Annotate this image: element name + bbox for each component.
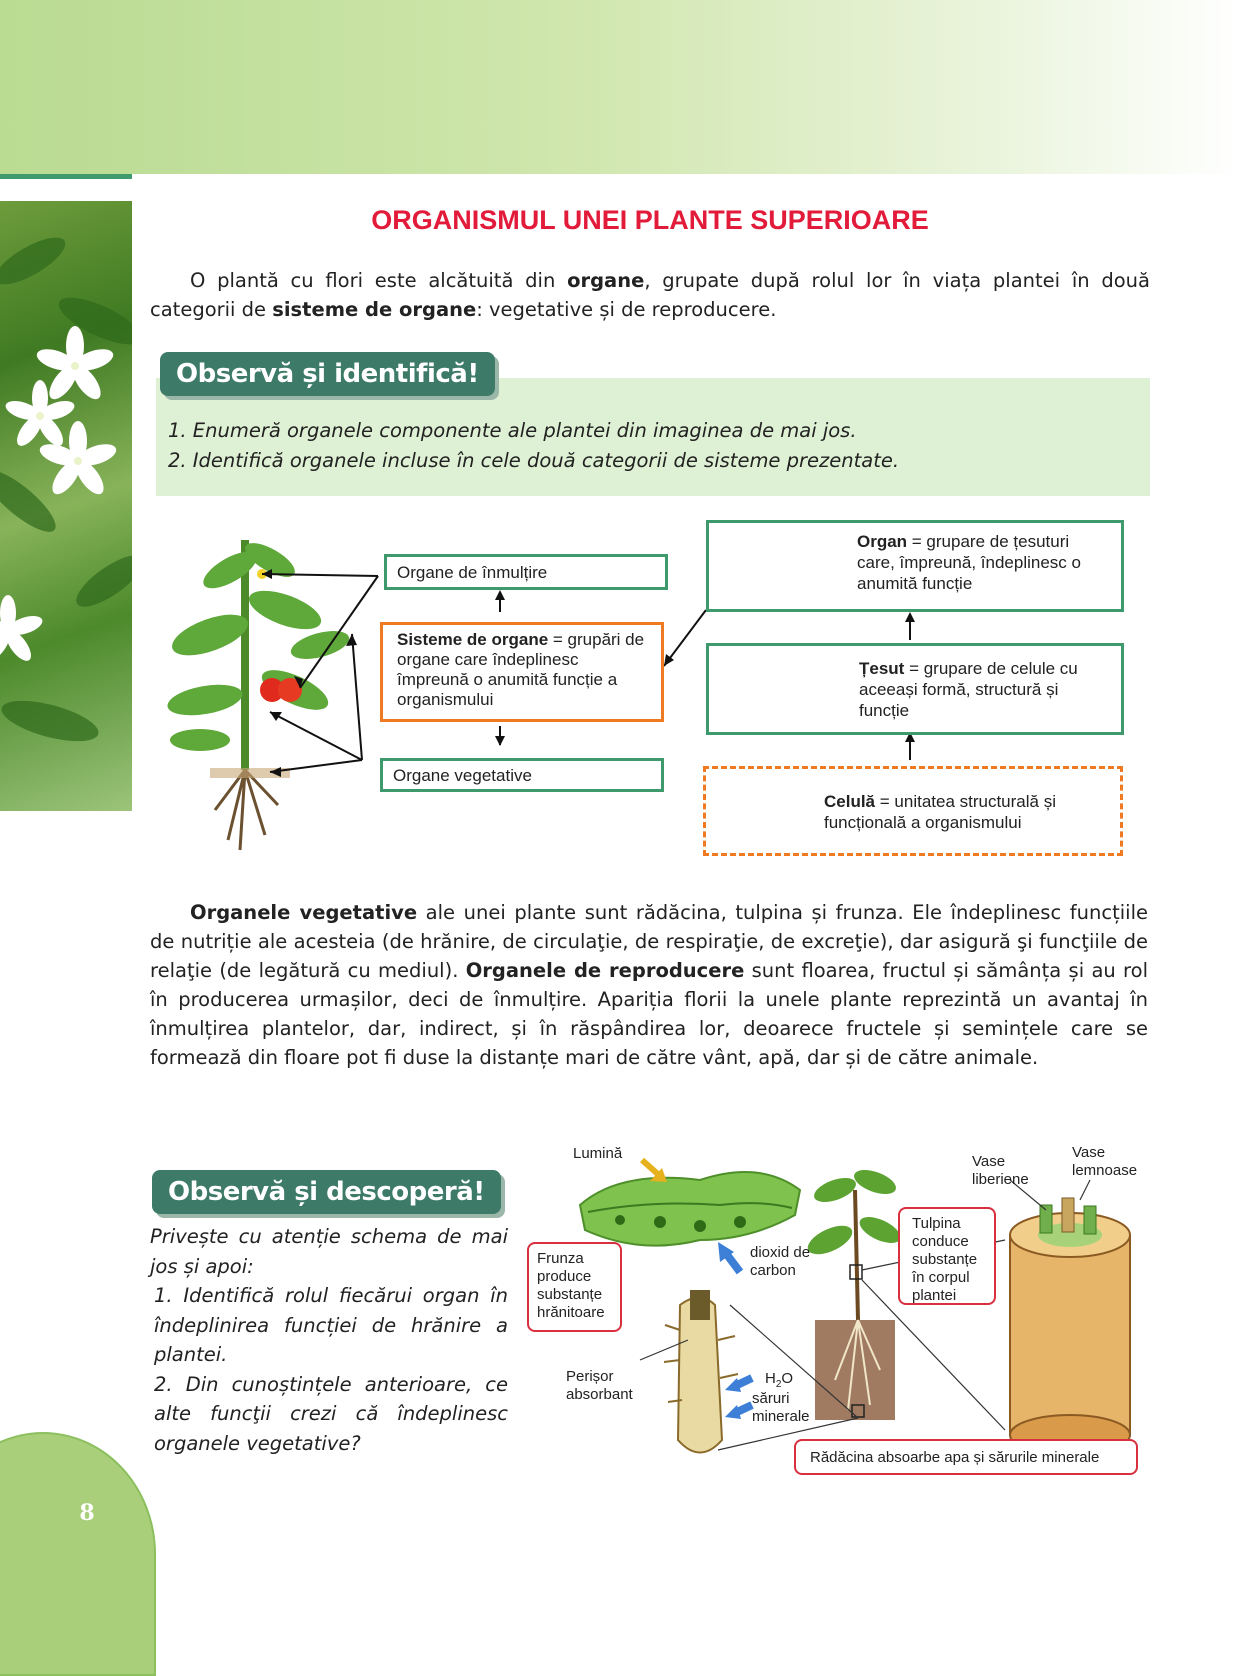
- jasmine-flowers-illustration: [0, 201, 132, 811]
- tissue-definition-box: [706, 643, 1124, 735]
- water-arrow-icon: [725, 1378, 752, 1419]
- cell-definition: = unitatea structurală și funcțională a organismului: [824, 792, 1056, 832]
- page-title: ORGANISMUL UNEI PLANTE SUPERIOARE: [371, 205, 929, 235]
- vegetative-organs-label: Organe vegetative: [393, 766, 532, 785]
- leaf-function-label: Frunza produce substanțe hrănitoare: [537, 1250, 605, 1321]
- cell-term: Celulă: [824, 792, 876, 811]
- organ-definition-box: [706, 520, 1124, 612]
- observe-identify-list: [168, 416, 1128, 476]
- cell-definition-box: [703, 766, 1123, 856]
- intro-bold-organe: organe: [567, 269, 645, 292]
- phloem-label: Vase liberiene: [972, 1153, 1029, 1188]
- intro-text-2: , grupate după rolul lor în viața plantei în două categorii de: [150, 269, 1150, 321]
- observe-identify-item-2: 2. Identifică organele incluse în cele două categorii de sisteme prezentate.: [168, 449, 900, 472]
- jasmine-flowers-photo: [0, 201, 132, 811]
- co2-label: dioxid de carbon: [750, 1244, 811, 1279]
- reproductive-organs-label: Organe de înmulțire: [397, 563, 548, 582]
- top-header-band: [0, 0, 1240, 174]
- body-bold-reproductive: Organele de reproducere: [465, 959, 745, 982]
- intro-paragraph: [150, 266, 1150, 324]
- page-number: 8: [79, 1500, 95, 1526]
- xylem-label: Vase lemnoase: [1072, 1144, 1138, 1179]
- body-text-1: ale unei plante sunt rădăcina, tulpina și frunza. Ele îndeplinesc funcțiile de nutriție ale acesteia (de hrănire, de circulaţie, de respiraţie, de excreţie), dar asigură şi funcţiile de relaţie (de legătură cu mediul).: [150, 901, 1148, 982]
- page-number-tab: [0, 1432, 156, 1676]
- leaf-cross-section-illustration: [580, 1172, 800, 1246]
- intro-text-1: O plantă cu flori este alcătuită din: [190, 269, 568, 292]
- stem-function-label: Tulpina conduce substanțe în corpul plantei: [912, 1215, 978, 1304]
- top-accent-line: [0, 174, 132, 179]
- root-section-illustration: [664, 1290, 738, 1453]
- observe-identify-heading: Observă și identifică!: [160, 352, 495, 396]
- intro-bold-sisteme: sisteme de organe: [272, 298, 477, 321]
- water-subscript: 2: [775, 1379, 782, 1390]
- observe-discover-text: [150, 1222, 508, 1458]
- intro-text-3: : vegetative și de reproducere.: [476, 298, 777, 321]
- vegetative-organs-box: [380, 758, 664, 792]
- tissue-definition: = grupare de celule cu aceeași formă, structură și funcție: [859, 659, 1078, 720]
- stem-cross-section-illustration: [1010, 1198, 1130, 1455]
- light-label: Lumină: [573, 1145, 623, 1162]
- body-bold-vegetative: Organele vegetative: [190, 901, 418, 924]
- tissue-term: Țesut: [859, 659, 905, 678]
- observe-discover-item-2: 2. Din cunoștințele anterioare, ce alte funcţii crezi că îndeplinesc organele vegetative?: [154, 1372, 508, 1455]
- root-function-box: [794, 1439, 1138, 1475]
- leaf-function-box: [527, 1242, 622, 1332]
- organ-term: Organ: [857, 532, 908, 551]
- stem-function-box: [898, 1207, 996, 1305]
- water-h: H: [765, 1370, 776, 1387]
- root-hair-label: Perișor absorbant: [566, 1368, 633, 1403]
- tomato-plant-illustration: [165, 536, 352, 850]
- water-o: O: [781, 1370, 794, 1387]
- organ-definition: = grupare de țesuturi care, împreună, îndeplinesc o anumită funcție: [857, 532, 1081, 593]
- observe-discover-item-1: 1. Identifică rolul fiecărui organ în îndeplinirea funcției de hrănire a plantei.: [154, 1284, 508, 1366]
- organ-systems-box: [380, 622, 664, 722]
- observe-identify-item-1: 1. Enumeră organele componente ale plantei din imaginea de mai jos.: [168, 419, 857, 442]
- co2-arrow-icon: [718, 1242, 740, 1272]
- minerals-label: săruri minerale: [752, 1390, 810, 1425]
- oak-seedling-illustration: [804, 1165, 905, 1420]
- observe-discover-intro: Privește cu atenție schema de mai jos și apoi:: [150, 1225, 508, 1278]
- vegetative-reproductive-paragraph: [150, 898, 1148, 1072]
- organ-systems-term: Sisteme de organe: [397, 630, 549, 649]
- observe-discover-heading: Observă și descoperă!: [152, 1170, 501, 1214]
- organ-systems-definition: = grupări de organe care îndeplinesc împreună o anumită funcție a organismului: [397, 630, 645, 709]
- root-function-label: Rădăcina absoarbe apa și sărurile minerale: [810, 1449, 1100, 1466]
- reproductive-organs-box: [384, 554, 668, 590]
- body-text-2: sunt floarea, fructul și sămânța și au rol în producerea urmașilor, deci de înmulțire. Apariția florii la unele plante reprezintă un avantaj în înmulțirea plantelor, dar, indirect, și în răspândirea lor, deoarece fructele și semințele care se formează din floare pot fi duse la distanțe mari de către vânt, apă, dar și de către animale.: [150, 959, 1148, 1069]
